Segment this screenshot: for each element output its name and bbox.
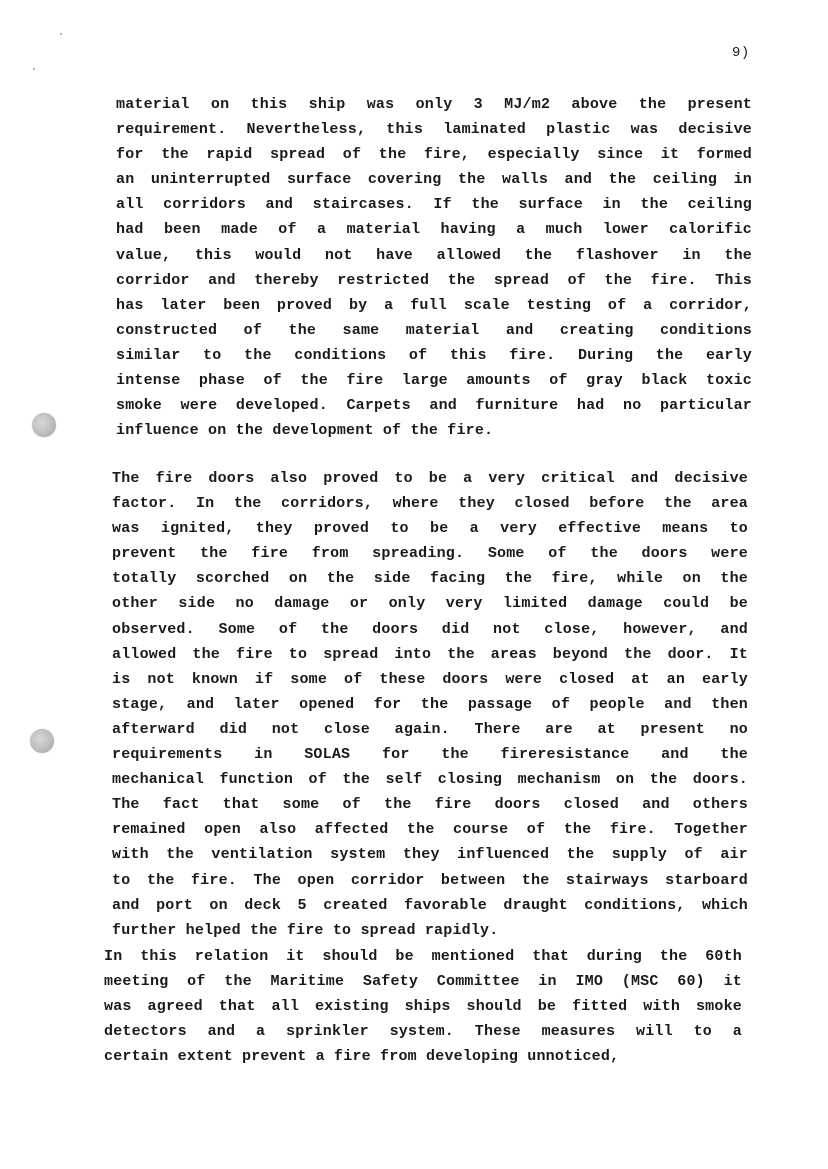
page-number: 9) bbox=[732, 45, 750, 61]
scan-speck bbox=[60, 33, 62, 35]
paragraph-msc60 bbox=[104, 944, 742, 1069]
text-line: material on this ship was only 3 MJ/m2 above the present bbox=[116, 96, 752, 113]
text-line: an uninterrupted surface covering the walls and the ceiling in bbox=[116, 171, 752, 189]
text-line: meeting of the Maritime Safety Committee in IMO (MSC 60) it bbox=[104, 973, 742, 991]
text-line: The fact that some of the fire doors closed and others bbox=[112, 796, 748, 814]
text-line: influence on the development of the fire. bbox=[116, 422, 494, 440]
paragraph-material bbox=[116, 92, 752, 443]
text-line: further helped the fire to spread rapidly. bbox=[112, 921, 499, 939]
text-line: allowed the fire to spread into the areas beyond the door. It bbox=[112, 645, 748, 663]
text-line: remained open also affected the course of the fire. Together bbox=[112, 821, 748, 839]
text-line: stage, and later opened for the passage of people and then bbox=[112, 695, 748, 713]
text-line: requirement. Nevertheless, this laminated plastic was decisive bbox=[116, 121, 752, 139]
text-line: is not known if some of these doors were closed at an early bbox=[112, 670, 748, 688]
text-line: and port on deck 5 created favorable draught conditions, which bbox=[112, 896, 748, 914]
text-line: similar to the conditions of this fire. During the early bbox=[116, 346, 752, 364]
text-line: intense phase of the fire large amounts of gray black toxic bbox=[116, 372, 752, 390]
text-line: was agreed that all existing ships should be fitted with smoke bbox=[104, 998, 742, 1016]
text-line: factor. In the corridors, where they closed before the area bbox=[112, 495, 748, 513]
scan-speck bbox=[33, 68, 35, 70]
text-line: for the rapid spread of the fire, especially since it formed bbox=[116, 146, 752, 164]
text-line: mechanical function of the self closing mechanism on the doors. bbox=[112, 771, 748, 789]
text-line: totally scorched on the side facing the fire, while on the bbox=[112, 570, 748, 588]
text-line: afterward did not close again. There are at present no bbox=[112, 720, 748, 738]
text-line: corridor and thereby restricted the spread of the fire. This bbox=[116, 271, 752, 289]
text-line: had been made of a material having a much lower calorific bbox=[116, 221, 752, 239]
text-line: prevent the fire from spreading. Some of the doors were bbox=[112, 545, 748, 563]
text-line: detectors and a sprinkler system. These measures will to a bbox=[104, 1023, 742, 1041]
text-line: with the ventilation system they influenced the supply of air bbox=[112, 846, 748, 864]
text-line: other side no damage or only very limited damage could be bbox=[112, 595, 748, 613]
text-line: was ignited, they proved to be a very effective means to bbox=[112, 520, 748, 538]
text-line: all corridors and staircases. If the surface in the ceiling bbox=[116, 196, 752, 214]
text-line: certain extent prevent a fire from developing unnoticed, bbox=[104, 1048, 620, 1066]
text-line: requirements in SOLAS for the fireresistance and the bbox=[112, 746, 748, 764]
text-line: The fire doors also proved to be a very critical and decisive bbox=[112, 470, 748, 487]
text-line: constructed of the same material and creating conditions bbox=[116, 321, 752, 339]
punch-hole-top bbox=[32, 413, 56, 437]
text-line: has later been proved by a full scale testing of a corridor, bbox=[116, 296, 752, 314]
text-line: to the fire. The open corridor between the stairways starboard bbox=[112, 871, 748, 889]
paragraph-fire-doors bbox=[112, 466, 748, 943]
text-line: In this relation it should be mentioned that during the 60th bbox=[104, 948, 742, 965]
punch-hole-bottom bbox=[30, 729, 54, 753]
text-line: smoke were developed. Carpets and furniture had no particular bbox=[116, 397, 752, 415]
text-line: observed. Some of the doors did not close, however, and bbox=[112, 620, 748, 638]
text-line: value, this would not have allowed the flashover in the bbox=[116, 246, 752, 264]
